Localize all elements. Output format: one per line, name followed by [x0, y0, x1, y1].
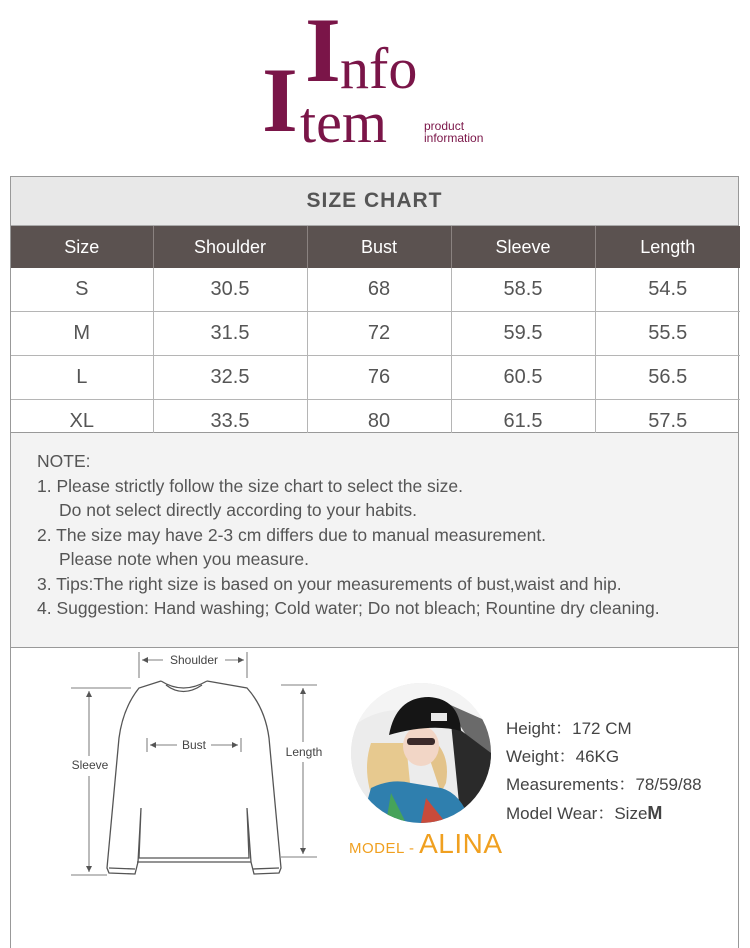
table-cell: XL: [11, 400, 153, 444]
column-header-sleeve: Sleeve: [451, 226, 595, 268]
table-cell: 76: [307, 356, 451, 400]
height-value: 172 CM: [572, 719, 632, 738]
table-cell: 55.5: [595, 312, 740, 356]
table-cell: 33.5: [153, 400, 307, 444]
logo-subtitle-information: information: [424, 131, 484, 145]
table-cell: S: [11, 268, 153, 312]
table-cell: 68: [307, 268, 451, 312]
size-table-header: [11, 226, 740, 268]
table-cell: L: [11, 356, 153, 400]
model-name: ALINA: [419, 828, 503, 859]
table-cell: 56.5: [595, 356, 740, 400]
table-cell: 61.5: [451, 400, 595, 444]
table-cell: 31.5: [153, 312, 307, 356]
wear-size: M: [647, 803, 663, 823]
column-header-bust: Bust: [307, 226, 451, 268]
measurements-value: 78/59/88: [635, 775, 702, 794]
height-label: Height：: [506, 719, 573, 738]
table-cell: 80: [307, 400, 451, 444]
note-line: 1. Please strictly follow the size chart to select the size.: [37, 475, 464, 496]
size-chart-title: SIZE CHART: [11, 177, 738, 226]
logo-subtitle-product: product: [424, 119, 465, 133]
measurements-label: Measurements：: [506, 775, 636, 794]
logo-word-nfo: nfo: [340, 36, 418, 101]
model-wear: [506, 799, 702, 828]
weight-value: 46KG: [575, 747, 620, 766]
model-weight: [506, 743, 702, 771]
table-cell: M: [11, 312, 153, 356]
column-header-length: Length: [595, 226, 740, 268]
note-line: 4. Suggestion: Hand washing; Cold water; Do not bleach; Rountine dry cleaning.: [37, 598, 660, 618]
model-measurements: [506, 771, 702, 799]
notes-heading: NOTE:: [37, 451, 91, 471]
model-height: [506, 715, 702, 743]
sleeve-label: Sleeve: [71, 758, 109, 772]
size-chart: [10, 176, 739, 433]
table-cell: 59.5: [451, 312, 595, 356]
model-section: [10, 648, 739, 948]
table-cell: 60.5: [451, 356, 595, 400]
model-avatar: [351, 683, 491, 823]
size-table: [11, 226, 740, 443]
model-stats: [506, 715, 702, 828]
note-line: Do not select directly according to your habits.: [59, 500, 417, 520]
note-line: 2. The size may have 2-3 cm differs due to manual measurement.: [37, 524, 547, 545]
note-line: Please note when you measure.: [59, 549, 310, 569]
table-cell: 54.5: [595, 268, 740, 312]
weight-label: Weight：: [506, 747, 576, 766]
logo-letter-i-top: I: [305, 0, 341, 101]
model-name-line: [349, 828, 503, 860]
column-header-size: Size: [11, 226, 153, 268]
wear-prefix: Size: [614, 804, 648, 823]
model-photo-icon: [351, 683, 491, 823]
header-logo: [0, 0, 750, 175]
table-row: [11, 356, 740, 400]
length-label: Length: [285, 745, 323, 759]
table-cell: 58.5: [451, 268, 595, 312]
notes-section: [10, 433, 739, 648]
logo-word-tem: tem: [300, 90, 387, 155]
wear-label: Model Wear：: [506, 804, 615, 823]
table-cell: 72: [307, 312, 451, 356]
table-cell: 30.5: [153, 268, 307, 312]
garment-measurement-diagram: [11, 648, 351, 948]
model-label: MODEL -: [349, 840, 420, 857]
table-row: [11, 312, 740, 356]
table-cell: 57.5: [648, 410, 688, 432]
note-line: 3. Tips:The right size is based on your measurements of bust,waist and hip.: [37, 573, 622, 594]
table-row: [11, 268, 740, 312]
table-cell: 32.5: [153, 356, 307, 400]
shoulder-label: Shoulder: [169, 653, 219, 667]
bust-label: Bust: [181, 738, 207, 752]
logo-letter-i-bottom: I: [262, 49, 298, 151]
column-header-shoulder: Shoulder: [153, 226, 307, 268]
